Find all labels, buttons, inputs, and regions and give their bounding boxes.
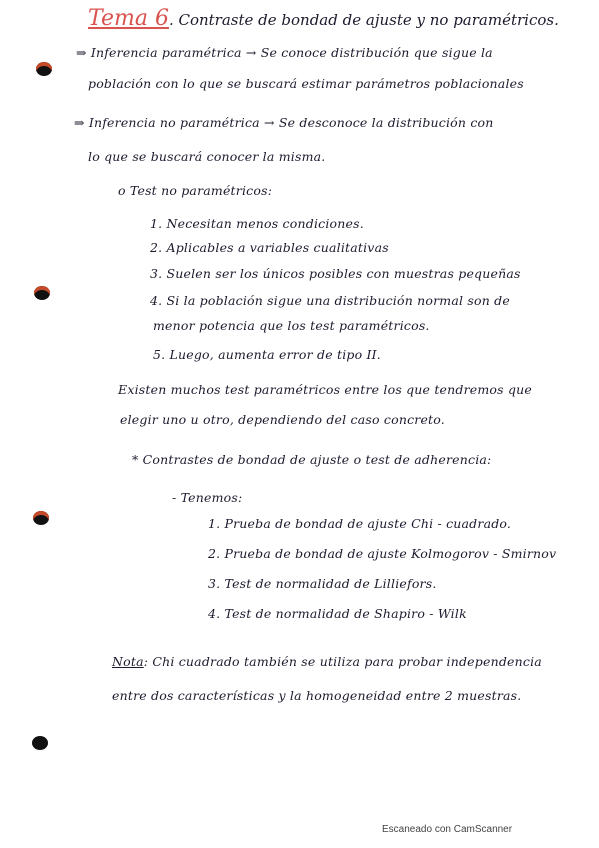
list-item: 4. Si la población sigue una distribución normal son de xyxy=(150,293,510,308)
paragraph-3-line-2: elegir uno u otro, dependiendo del caso concreto. xyxy=(120,412,445,427)
nota-line-1 xyxy=(112,654,542,669)
contrastes-heading: * Contrastes de bondad de ajuste o test de adherencia: xyxy=(132,452,492,467)
list-item-continuation: menor potencia que los test paramétricos. xyxy=(153,318,430,333)
test-item: 3. Test de normalidad de Lilliefors. xyxy=(208,576,437,591)
paragraph-2-line-2: lo que se buscará conocer la misma. xyxy=(88,149,326,164)
title-rest: . Contraste de bondad de ajuste y no paramétricos. xyxy=(168,11,559,29)
tenemos-label: - Tenemos: xyxy=(172,490,243,505)
paragraph-1-line-2: población con lo que se buscará estimar parámetros poblacionales xyxy=(88,76,524,91)
nota-line-2: entre dos características y la homogeneidad entre 2 muestras. xyxy=(112,688,522,703)
nota-text: : Chi cuadrado también se utiliza para probar independencia xyxy=(143,654,542,669)
paragraph-3-line-1: Existen muchos test paramétricos entre los que tendremos que xyxy=(118,382,532,397)
list-item: 3. Suelen ser los únicos posibles con muestras pequeñas xyxy=(150,266,521,281)
binder-hole-3 xyxy=(33,511,49,525)
list-item: 2. Aplicables a variables cualitativas xyxy=(150,240,389,255)
binder-hole-1 xyxy=(36,62,52,76)
nota-label: Nota xyxy=(112,654,144,669)
paragraph-1-line-1: ⇒ Inferencia paramétrica → Se conoce distribución que sigue la xyxy=(76,45,493,60)
binder-hole-4 xyxy=(32,736,48,750)
binder-hole-2 xyxy=(34,286,50,300)
scanner-watermark: Escaneado con CamScanner xyxy=(382,824,513,835)
test-heading: o Test no paramétricos: xyxy=(118,183,273,198)
list-item: 5. Luego, aumenta error de tipo II. xyxy=(153,347,381,362)
test-item: 1. Prueba de bondad de ajuste Chi - cuadrado. xyxy=(208,516,512,531)
title-prefix: Tema 6 xyxy=(88,6,169,31)
page-title xyxy=(88,6,559,31)
test-item: 2. Prueba de bondad de ajuste Kolmogorov - Smirnov xyxy=(208,546,557,561)
test-item: 4. Test de normalidad de Shapiro - Wilk xyxy=(208,606,467,621)
list-item: 1. Necesitan menos condiciones. xyxy=(150,216,364,231)
paragraph-2-line-1: ⇒ Inferencia no paramétrica → Se desconoce la distribución con xyxy=(74,115,494,130)
